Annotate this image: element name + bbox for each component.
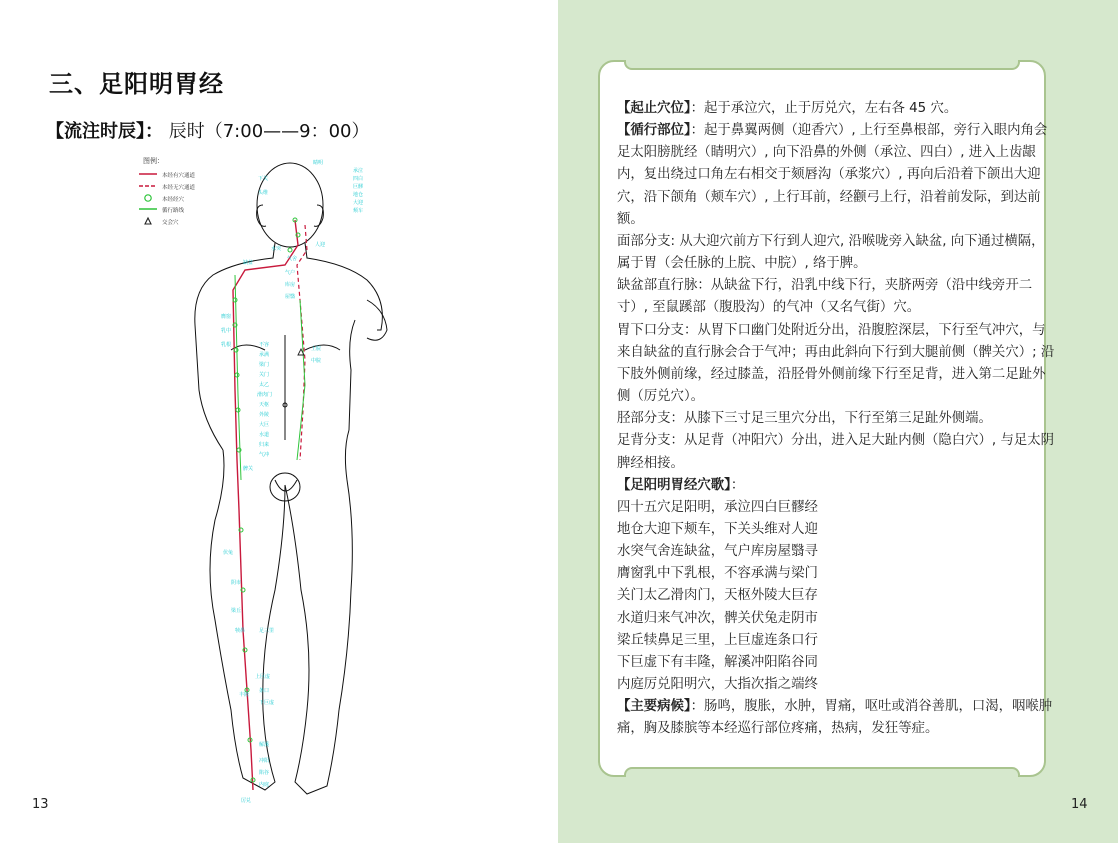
point-label: 丰隆 — [239, 692, 250, 698]
legend-item-2: 本经无穴通道 — [162, 185, 196, 191]
point-label: 解溪 — [259, 742, 270, 748]
point-label: 阴市 — [231, 580, 242, 586]
point-label: 内庭 — [259, 782, 270, 788]
flow-time-value: 辰时（7:00——9：00） — [163, 121, 370, 142]
point-label: 下巨虚 — [259, 700, 275, 706]
page-number-right: 14 — [1071, 797, 1088, 812]
acupoint-labels — [221, 159, 363, 804]
point-label: 气冲 — [259, 452, 270, 458]
song-line: 水突气舍连缺盆，气户库房屋翳寻 — [617, 544, 818, 560]
point-label: 乳根 — [221, 342, 232, 348]
point-label: 条口 — [259, 688, 270, 694]
point-label: 犊鼻 — [235, 628, 246, 634]
paragraph-quepen-branch: 缺盆部直行脉：从缺盆下行，沿乳中线下行，夹脐两旁（沿中线旁开二寸）, 至鼠蹊部（腹股沟）的气冲（又名气街）穴。 — [617, 278, 1033, 316]
song-line: 关门太乙滑肉门，天枢外陵大巨存 — [617, 588, 818, 604]
point-label: 外陵 — [259, 412, 270, 418]
point-label: 陷谷 — [259, 770, 270, 776]
point-label: 水突 — [271, 246, 282, 252]
song-heading: 【足阳明胃经穴歌】： — [617, 477, 745, 493]
point-label: 乳中 — [221, 328, 232, 334]
point-label: 不容 — [259, 342, 270, 348]
point-label: 归来 — [259, 442, 270, 448]
point-label: 气户 — [285, 270, 296, 276]
point-label: 人迎 — [315, 242, 326, 248]
point-label: 梁门 — [259, 362, 270, 368]
point-label: 睛明 — [313, 160, 324, 166]
point-label: 地仓 — [353, 192, 364, 198]
point-label: 中脘 — [311, 358, 322, 364]
point-label: 承满 — [259, 352, 270, 358]
song-line: 地仓大迎下颊车，下关头维对人迎 — [617, 521, 818, 537]
song-line: 四十五穴足阳明，承泣四白巨髎经 — [617, 499, 818, 515]
flow-time-label: 【流注时辰】： — [46, 121, 163, 142]
song-line: 水道归来气冲次，髀关伏兔走阴市 — [617, 610, 818, 626]
point-label: 承泣 — [353, 168, 364, 174]
legend-item-1: 本经有穴通道 — [162, 173, 196, 179]
point-label: 头维 — [258, 190, 269, 196]
point-label: 库房 — [285, 282, 296, 288]
paragraph-start-end: 【起止穴位】：起于承泣穴，止于厉兑穴，左右各 45 穴。 — [617, 101, 958, 116]
paragraph-stomach-branch: 胃下口分支：从胃下口幽门处附近分出，沿腹腔深层，下行至气冲穴，与来自缺盆的直行脉会合于气冲；再由此斜向下行到大腿前侧（髀关穴）; 沿下肢外侧前缘，经过膝盖，沿胫骨外侧前缘下行至足背，进入第二足趾外侧（厉兑穴）。 — [617, 322, 1055, 405]
song-line: 内庭厉兑阳明穴，大指次指之端终 — [617, 677, 818, 693]
point-label: 伏兔 — [223, 550, 234, 556]
song-line: 膺窗乳中下乳根，不容承满与梁门 — [617, 566, 818, 582]
legend-title: 图例： — [143, 157, 164, 165]
point-label: 缺盆 — [243, 260, 254, 266]
legend-item-3: 本经经穴 — [162, 197, 185, 203]
point-label: 冲阳 — [259, 758, 270, 764]
point-label: 太乙 — [259, 382, 270, 388]
figure-legend — [139, 156, 196, 226]
point-label: 天枢 — [259, 402, 270, 408]
point-label: 上脘 — [311, 346, 322, 352]
meridian-figure — [135, 150, 415, 810]
point-label: 梁丘 — [231, 608, 242, 614]
flow-time-line — [46, 117, 370, 143]
paragraph-foot-branch: 足背分支：从足背（冲阳穴）分出，进入足大趾内侧（隐白穴）, 与足太阴脾经相接。 — [617, 433, 1055, 471]
point-label: 大巨 — [259, 422, 270, 428]
paragraph-shin-branch: 胫部分支：从膝下三寸足三里穴分出，下行至第三足趾外侧端。 — [617, 411, 992, 427]
paragraph-face-branch: 面部分支: 从大迎穴前方下行到人迎穴, 沿喉咙旁入缺盆, 向下通过横隔，属于胃（会任脉的上脘、中脘）, 络于脾。 — [617, 233, 1045, 272]
point-label: 屋翳 — [285, 294, 296, 300]
point-label: 水道 — [259, 432, 270, 438]
legend-item-4: 循行路线 — [162, 208, 185, 214]
point-label: 大迎 — [353, 200, 364, 206]
point-label: 颊车 — [353, 208, 364, 214]
legend-item-5: 交会穴 — [162, 220, 179, 226]
song-line: 梁丘犊鼻足三里，上巨虚连条口行 — [617, 632, 818, 648]
point-label: 髀关 — [243, 466, 254, 472]
point-label: 下关 — [258, 176, 269, 182]
point-label: 巨髎 — [353, 184, 364, 190]
triangle-icon — [145, 218, 151, 224]
point-label: 关门 — [259, 372, 270, 378]
chapter-title: 三、足阳明胃经 — [49, 70, 224, 98]
point-label: 滑肉门 — [257, 392, 273, 398]
acupoint-icon — [145, 195, 151, 201]
point-label: 膺窗 — [221, 314, 232, 320]
page-number-left: 13 — [32, 797, 49, 812]
paragraph-course: 【循行部位】：起于鼻翼两侧（迎香穴）, 上行至鼻根部，旁行入眼内角会足太阳膀胱经（睛明穴）, 向下沿鼻的外侧（承泣、四白）, 进入上齿龈内，复出绕过口角左右相交于颏唇沟（承浆穴）, 再向后沿着下颌出大迎穴，沿下颌角（颊车穴）, 上行耳前，经颧弓上行，沿着前发际，到达前额。 — [617, 123, 1048, 227]
point-label: 上巨虚 — [255, 674, 271, 680]
point-label: 厉兑 — [241, 798, 252, 804]
point-label: 气舍 — [287, 256, 298, 262]
paragraph-symptoms: 【主要病候】：肠鸣，腹胀，水肿，胃痛，呕吐或消谷善肌，口渴，咽喉肿痛，胸及膝膑等本经巡行部位疼痛，热病，发狂等症。 — [617, 699, 1053, 737]
left-page — [0, 0, 558, 843]
point-label: 四白 — [353, 176, 364, 182]
meridian-description — [617, 98, 1057, 741]
point-label: 足三里 — [259, 628, 275, 634]
song-line: 下巨虚下有丰隆，解溪冲阳陷谷同 — [617, 654, 818, 670]
